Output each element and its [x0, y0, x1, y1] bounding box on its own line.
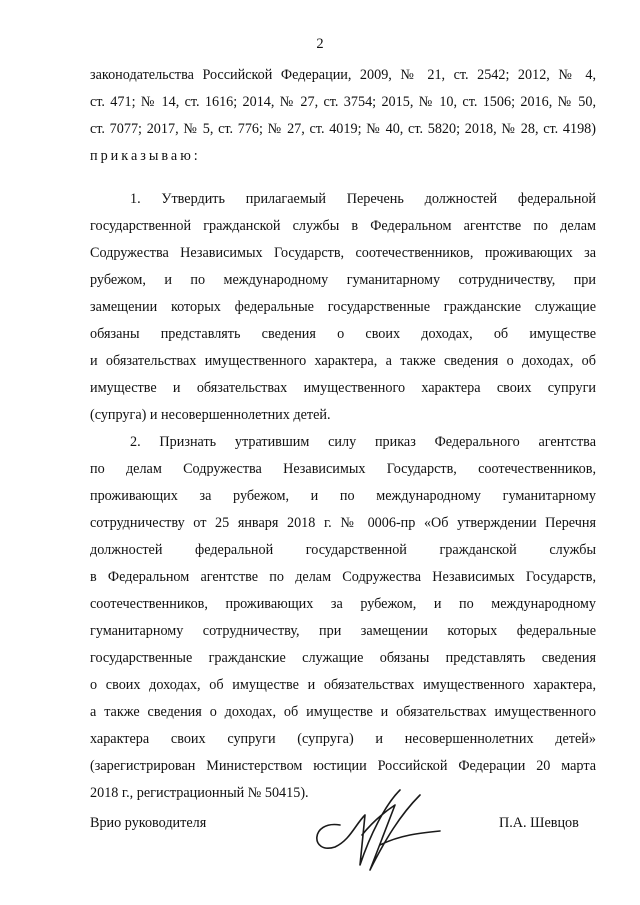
order-word: приказываю: — [90, 148, 201, 164]
paragraph-1-line: рубежом, и по международному гуманитарному сотрудничеству, при — [90, 272, 596, 288]
paragraph-1-line: (супруга) и несовершеннолетних детей. — [90, 407, 331, 423]
paragraph-1-line: замещении которых федеральные государственные гражданские служащие — [90, 299, 596, 315]
paragraph-2-line: характера своих супруги (супруга) и несовершеннолетних детей» — [90, 731, 596, 747]
page-number: 2 — [316, 36, 324, 52]
paragraph-2-line: 2. Признать утратившим силу приказ Федерального агентства — [130, 434, 596, 450]
paragraph-2-line: гуманитарному сотрудничеству, при замещении которых федеральные — [90, 623, 596, 639]
paragraph-2-line: государственные гражданские служащие обязаны представлять сведения — [90, 650, 596, 666]
paragraph-1-line: обязаны представлять сведения о своих доходах, об имуществе — [90, 326, 596, 342]
paragraph-1-line: и обязательствах имущественного характера, а также сведения о доходах, об — [90, 353, 596, 369]
text-line: законодательства Российской Федерации, 2009, № 21, ст. 2542; 2012, № 4, — [90, 67, 596, 83]
signatory-name: П.А. Шевцов — [499, 815, 579, 831]
paragraph-1-line: государственной гражданской службы в Федеральном агентстве по делам — [90, 218, 596, 234]
text-line: ст. 471; № 14, ст. 1616; 2014, № 27, ст. 3754; 2015, № 10, ст. 1506; 2016, № 50, — [90, 94, 596, 110]
paragraph-2-line: о своих доходах, об имуществе и обязательствах имущественного характера, — [90, 677, 596, 693]
paragraph-2-line: сотрудничеству от 25 января 2018 г. № 0006-пр «Об утверждении Перечня — [90, 515, 596, 531]
paragraph-2-line: в Федеральном агентстве по делам Содружества Независимых Государств, — [90, 569, 596, 585]
paragraph-1-line: имуществе и обязательствах имущественного характера своих супруги — [90, 380, 596, 396]
paragraph-1-line: Содружества Независимых Государств, соотечественников, проживающих за — [90, 245, 596, 261]
paragraph-2-line: 2018 г., регистрационный № 50415). — [90, 785, 309, 801]
paragraph-2-line: по делам Содружества Независимых Государств, соотечественников, — [90, 461, 596, 477]
paragraph-2-line: а также сведения о доходах, об имуществе и обязательствах имущественного — [90, 704, 596, 720]
text-line: ст. 7077; 2017, № 5, ст. 776; № 27, ст. 4019; № 40, ст. 5820; 2018, № 28, ст. 4198) — [90, 121, 596, 137]
paragraph-1-line: 1. Утвердить прилагаемый Перечень должностей федеральной — [130, 191, 596, 207]
paragraph-2-line: (зарегистрирован Министерством юстиции Российской Федерации 20 марта — [90, 758, 596, 774]
paragraph-2-line: соотечественников, проживающих за рубежом, и по международному — [90, 596, 596, 612]
paragraph-2-line: должностей федеральной государственной гражданской службы — [90, 542, 596, 558]
signatory-position: Врио руководителя — [90, 815, 207, 831]
paragraph-2-line: проживающих за рубежом, и по международному гуманитарному — [90, 488, 596, 504]
handwritten-signature — [300, 785, 450, 875]
